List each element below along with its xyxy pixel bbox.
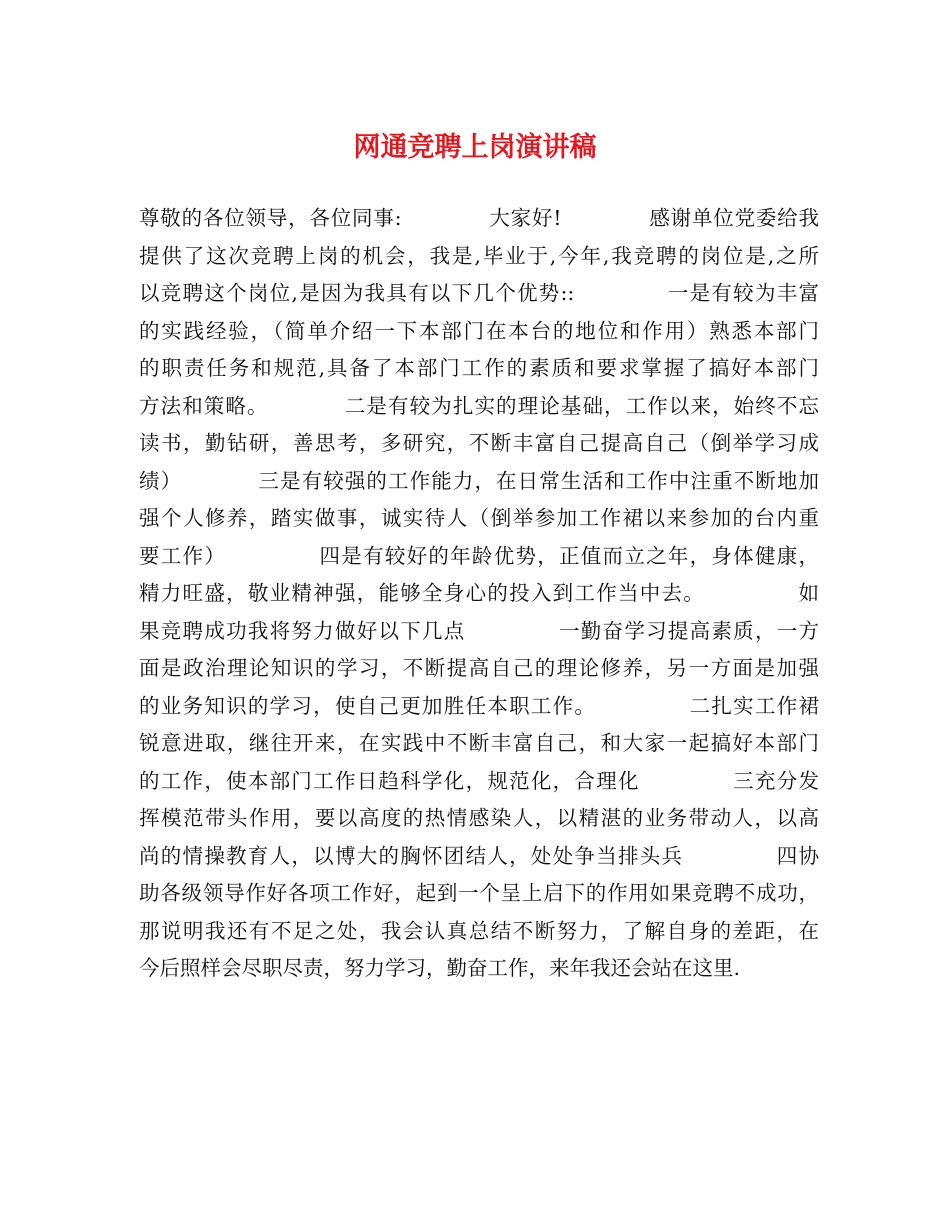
body-line: 那说明我还有不足之处，我会认真总结不断努力，了解自身的差距，在: [139, 918, 819, 943]
body-line: 绩） 三是有较强的工作能力，在日常生活和工作中注重不断地加: [139, 468, 819, 493]
page-title: 网通竞聘上岗演讲稿: [353, 132, 597, 163]
body-line: 方法和策略。 二是有较为扎实的理论基础，工作以来，始终不忘: [139, 393, 819, 418]
body-line: 今后照样会尽职尽责，努力学习，勤奋工作，来年我还会站在这里.: [139, 956, 741, 980]
body-line: 的业务知识的学习，使自己更加胜任本职工作。 二扎实工作裙: [139, 693, 819, 718]
body-line: 读书，勤钻研，善思考，多研究，不断丰富自己提高自己（倒举学习成: [139, 431, 819, 455]
body-line: 的工作，使本部门工作日趋科学化，规范化，合理化 三充分发: [139, 768, 819, 793]
body-line: 强个人修养，踏实做事，诚实待人（倒举参加工作裙以来参加的台内重: [139, 506, 819, 530]
body-line: 尊敬的各位领导，各位同事: 大家好! 感谢单位党委给我: [139, 206, 819, 230]
body-line: 提供了这次竞聘上岗的机会，我是,毕业于,今年,我竞聘的岗位是,之所: [139, 243, 819, 268]
speech-body: [139, 200, 819, 988]
body-line: 尚的情操教育人，以博大的胸怀团结人，处处争当排头兵 四协: [139, 843, 819, 868]
body-line: 要工作） 四是有较好的年龄优势，正值而立之年，身体健康，: [139, 543, 819, 568]
body-line: 的职责任务和规范,具备了本部门工作的素质和要求掌握了搞好本部门: [139, 356, 819, 380]
body-line: 挥模范带头作用，要以高度的热情感染人，以精湛的业务带动人，以高: [139, 806, 819, 830]
body-line: 面是政治理论知识的学习，不断提高自己的理论修养，另一方面是加强: [139, 656, 819, 680]
body-line: 助各级领导作好各项工作好，起到一个呈上启下的作用如果竞聘不成功，: [139, 881, 819, 905]
body-line: 的实践经验，（简单介绍一下本部门在本台的地位和作用）熟悉本部门: [139, 318, 819, 343]
body-line: 果竞聘成功我将努力做好以下几点 一勤奋学习提高素质，一方: [139, 618, 819, 643]
body-line: 以竞聘这个岗位,是因为我具有以下几个优势:: 一是有较为丰富: [139, 281, 819, 305]
body-line: 锐意进取，继往开来，在实践中不断丰富自己，和大家一起搞好本部门: [139, 731, 819, 755]
body-line: 精力旺盛，敬业精神强，能够全身心的投入到工作当中去。 如: [139, 581, 819, 605]
